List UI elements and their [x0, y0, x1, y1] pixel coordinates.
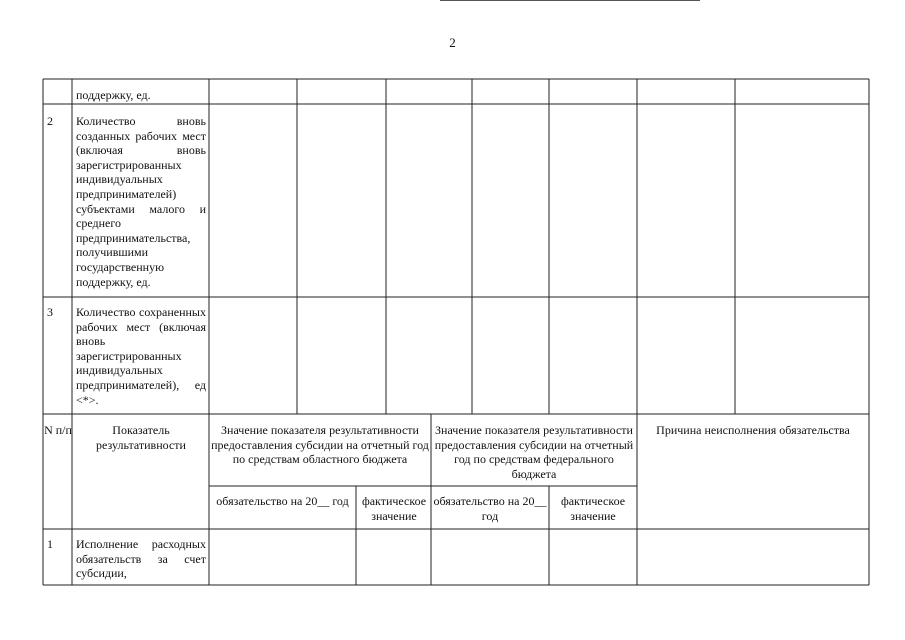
header-regional-budget: Значение показателя результативности предоставления субсидии на отчетный год по средствам областного бюджета — [211, 423, 429, 467]
sub-actual-federal: фактическое значение — [560, 494, 626, 523]
header-federal-budget: Значение показателя результативности предоставления субсидии на отчетный год по средствам федерального бюджета — [434, 423, 634, 481]
sub-actual-regional: фактическое значение — [361, 494, 427, 523]
row-2-indicator-label: Количество вновь созданных рабочих мест (включая вновь зарегистрированных индивидуальных предпринимателей) субъектами малого и среднего предпринимательства, получившими государственную поддержку, ед. — [76, 114, 206, 289]
page-number: 2 — [449, 35, 456, 50]
row-3-indicator-label: Количество сохраненных рабочих мест (включая вновь зарегистрированных индивидуальных предпринимателей), ед <*>. — [76, 305, 206, 407]
header-number: N п/п — [44, 423, 72, 437]
header-reason: Причина неисполнения обязательства — [656, 423, 850, 437]
row-2-number: 2 — [47, 114, 53, 128]
sub-obligation-federal: обязательство на 20__ год — [433, 494, 547, 523]
row-continuation-label: поддержку, ед. — [76, 88, 151, 102]
header-indicator: Показатель результативности — [96, 423, 186, 452]
sub-obligation-regional: обязательство на 20__ год — [216, 494, 349, 508]
row-1-indicator-label: Исполнение расходных обязательств за счет субсидии, — [76, 537, 206, 581]
row-3-number: 3 — [47, 305, 53, 319]
row-1-number: 1 — [47, 537, 53, 551]
